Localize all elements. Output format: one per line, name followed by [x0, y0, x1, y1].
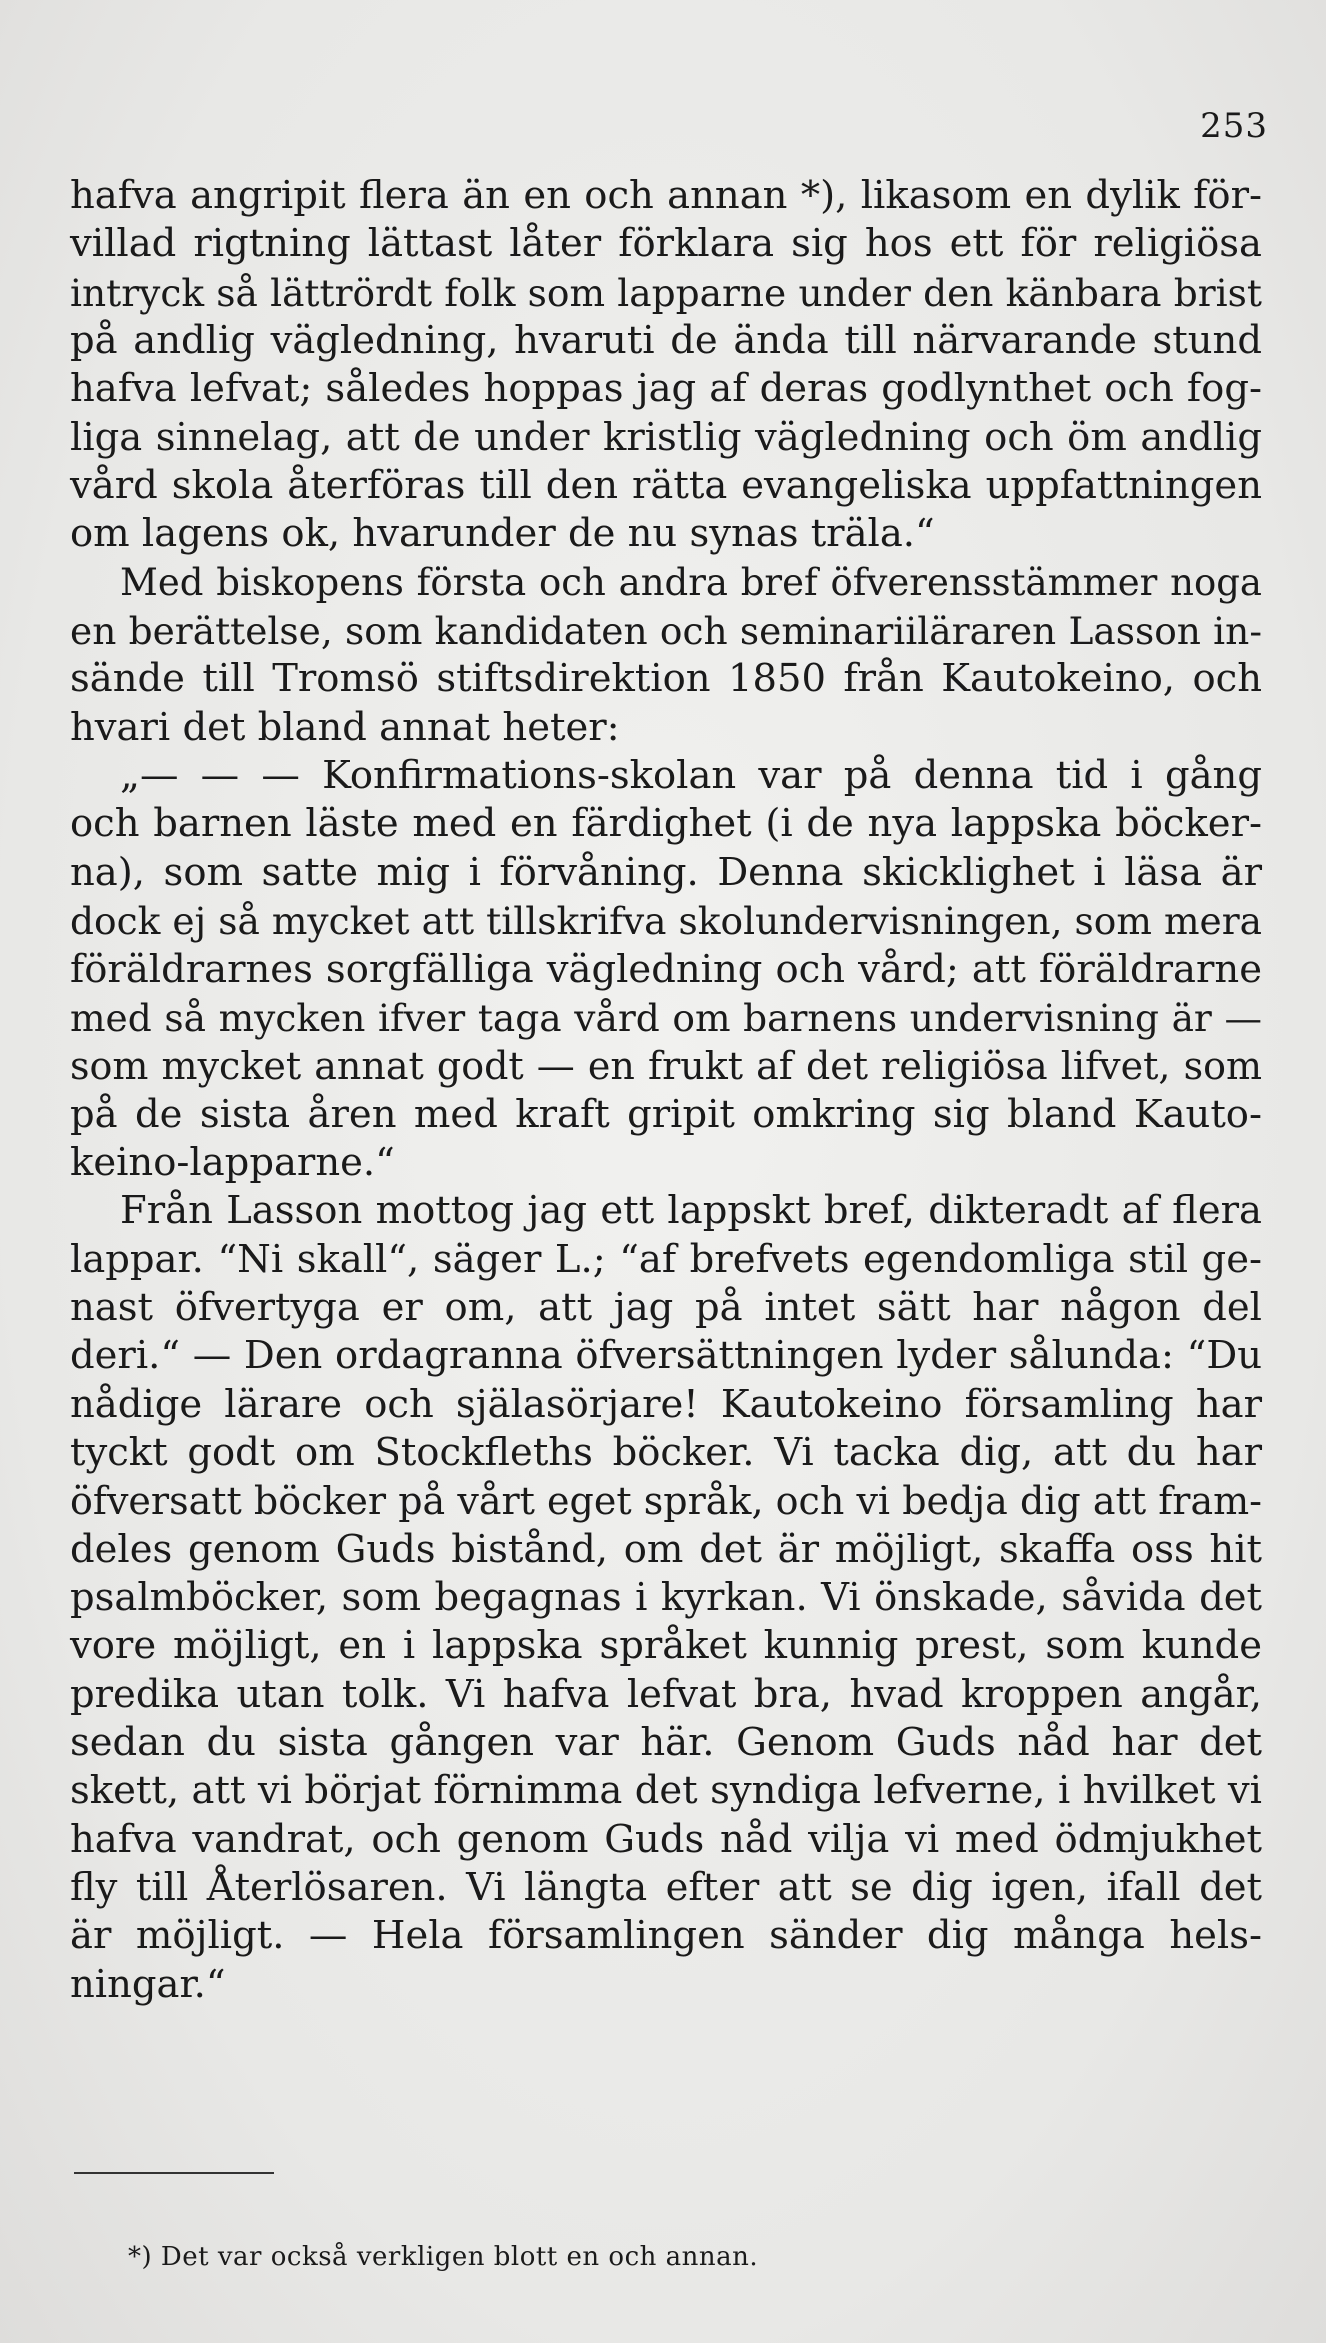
text-line: skett, att vi börjat förnimma det syndiga lefverne, i hvilket vi — [70, 1768, 1262, 1814]
text-line: fly till Återlösaren. Vi längta efter att se dig igen, ifall det — [70, 1865, 1262, 1911]
text-line: dock ej så mycket att tillskrifva skolundervisningen, som mera — [70, 899, 1262, 944]
text-line: en berättelse, som kandidaten och seminariiläraren Lasson in- — [70, 609, 1262, 654]
page-number: 253 — [1200, 106, 1268, 146]
text-line: lappar. “Ni skall“, säger L.; “af brefvets egendomliga stil ge- — [70, 1236, 1262, 1282]
text-line: hafva angripit flera än en och annan *), likasom en dylik för- — [70, 173, 1262, 218]
text-line: ningar.“ — [70, 1961, 226, 2007]
footnote-divider — [74, 2172, 274, 2174]
text-line: som mycket annat godt — en frukt af det religiösa lifvet, som — [70, 1044, 1262, 1089]
text-line: Med biskopens första och andra bref öfverensstämmer noga — [120, 560, 1262, 604]
text-line: med så mycken ifver taga vård om barnens undervisning är — — [70, 995, 1262, 1040]
text-line: på de sista åren med kraft gripit omkring sig bland Kauto- — [70, 1091, 1262, 1137]
footnote: *) Det var också verkligen blott en och annan. — [128, 2242, 759, 2272]
text-line: och barnen läste med en färdighet (i de nya lappska böcker- — [70, 801, 1262, 847]
text-line: psalmböcker, som begagnas i kyrkan. Vi önskade, såvida det — [70, 1574, 1262, 1620]
text-line: hafva vandrat, och genom Guds nåd vilja vi med ödmjukhet — [70, 1816, 1262, 1862]
text-line: sände till Tromsö stiftsdirektion 1850 från Kautokeino, och — [70, 656, 1262, 702]
text-line: intryck så lättrördt folk som lapparne under den känbara brist — [70, 270, 1262, 315]
text-line: hvari det bland annat heter: — [70, 704, 620, 750]
text-line: keino-lapparne.“ — [70, 1139, 395, 1185]
text-line: är möjligt. — Hela församlingen sänder dig många hels- — [70, 1913, 1262, 1959]
text-line: föräldrarnes sorgfälliga vägledning och vård; att föräldrarne — [70, 946, 1262, 992]
text-line: deles genom Guds bistånd, om det är möjligt, skaffa oss hit — [70, 1526, 1262, 1572]
body-text — [70, 172, 1262, 2009]
text-line: sedan du sista gången var här. Genom Guds nåd har det — [70, 1720, 1262, 1765]
text-line: „— — — Konfirmations-skolan var på denna tid i gång — [120, 753, 1262, 799]
text-line: na), som satte mig i förvåning. Denna skicklighet i läsa är — [70, 849, 1262, 895]
text-line: vore möjligt, en i lappska språket kunnig prest, som kunde — [70, 1623, 1262, 1669]
text-line: villad rigtning lättast låter förklara sig hos ett för religiösa — [70, 221, 1262, 267]
text-line: tyckt godt om Stockfleths böcker. Vi tacka dig, att du har — [70, 1429, 1262, 1475]
text-line: på andlig vägledning, hvaruti de ända till närvarande stund — [70, 318, 1262, 364]
text-line: nådige lärare och själasörjare! Kautokeino församling har — [70, 1381, 1262, 1427]
text-line: liga sinnelag, att de under kristlig vägledning och öm andlig — [70, 414, 1262, 460]
text-line: om lagens ok, hvarunder de nu synas träla.“ — [70, 511, 935, 557]
text-line: öfversatt böcker på vårt eget språk, och vi bedja dig att fram- — [70, 1479, 1262, 1524]
text-line: predika utan tolk. Vi hafva lefvat bra, hvad kroppen angår, — [70, 1671, 1262, 1717]
text-line: Från Lasson mottog jag ett lappskt bref, dikteradt af flera — [120, 1188, 1262, 1234]
text-line: hafva lefvat; således hoppas jag af deras godlynthet och fog- — [70, 366, 1262, 412]
text-line: nast öfvertyga er om, att jag på intet sätt har någon del — [70, 1284, 1262, 1330]
text-line: vård skola återföras till den rätta evangeliska uppfattningen — [70, 463, 1262, 509]
text-line: deri.“ — Den ordagranna öfversättningen lyder sålunda: “Du — [70, 1333, 1262, 1379]
